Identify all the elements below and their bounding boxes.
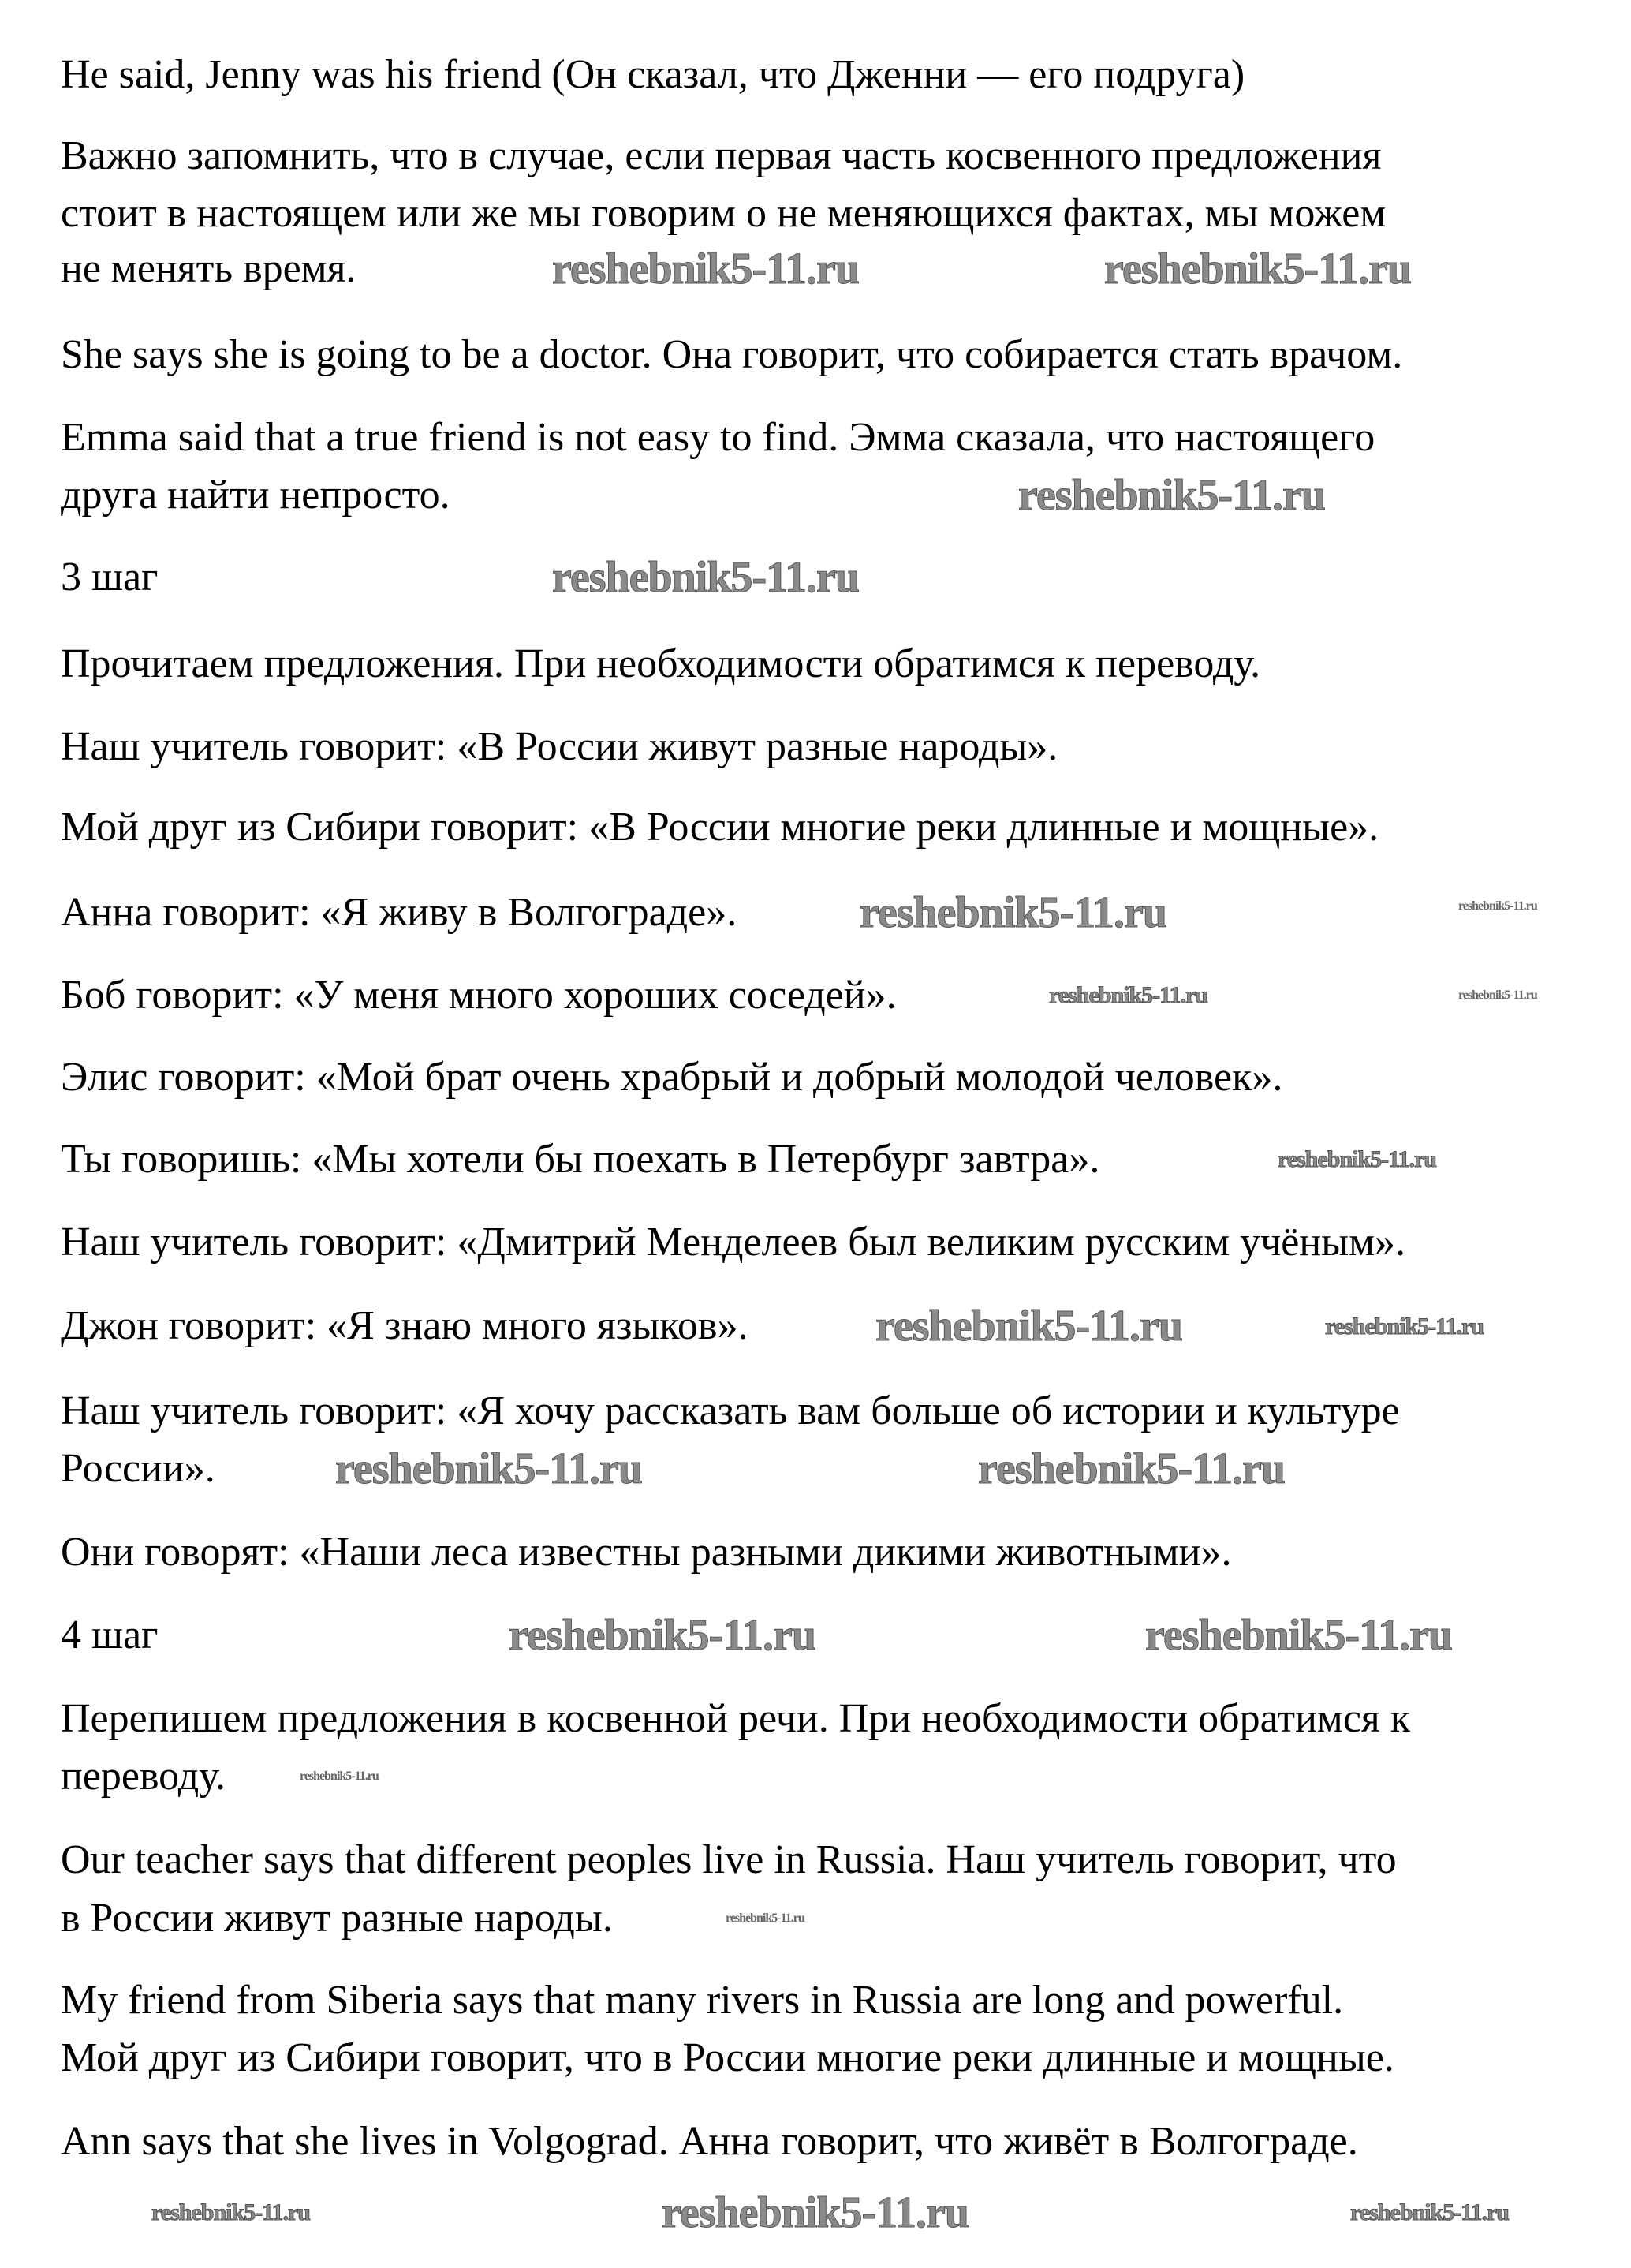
- watermark: reshebnik5-11.ru: [1458, 899, 1537, 913]
- text-line: Боб говорит: «У меня много хороших соседей».: [61, 973, 897, 1018]
- text-line: He said, Jenny was his friend (Он сказал, что Дженни — его подруга): [61, 52, 1245, 97]
- watermark: reshebnik5-11.ru: [726, 1911, 804, 1925]
- watermark: reshebnik5-11.ru: [1049, 982, 1207, 1008]
- text-line: не менять время.: [61, 246, 356, 291]
- text-line: Emma said that a true friend is not easy to find. Эмма сказала, что настоящего: [61, 415, 1375, 460]
- text-line: Мой друг из Сибири говорит: «В России многие реки длинные и мощные».: [61, 805, 1379, 850]
- watermark: reshebnik5-11.ru: [1104, 245, 1412, 293]
- text-line: Мой друг из Сибири говорит, что в России многие реки длинные и мощные.: [61, 2035, 1394, 2080]
- text-line: Наш учитель говорит: «Дмитрий Менделеев был великим русским учёным».: [61, 1220, 1406, 1265]
- text-line: Перепишем предложения в косвенной речи. При необходимости обратимся к: [61, 1696, 1411, 1741]
- text-line: Ты говоришь: «Мы хотели бы поехать в Петербург завтра».: [61, 1137, 1100, 1182]
- text-line: Они говорят: «Наши леса известны разными дикими животными».: [61, 1530, 1232, 1575]
- watermark: reshebnik5-11.ru: [151, 2199, 310, 2225]
- text-line: переводу.: [61, 1754, 226, 1799]
- watermark: reshebnik5-11.ru: [1145, 1611, 1453, 1660]
- watermark: reshebnik5-11.ru: [1458, 988, 1537, 1002]
- text-line: My friend from Siberia says that many rivers in Russia are long and powerful.: [61, 1978, 1344, 2023]
- watermark: reshebnik5-11.ru: [978, 1444, 1286, 1493]
- text-line: стоит в настоящем или же мы говорим о не меняющихся фактах, мы можем: [61, 191, 1387, 236]
- text-line: Ann says that she lives in Volgograd. Анна говорит, что живёт в Волгограде.: [61, 2119, 1358, 2164]
- text-line: Анна говорит: «Я живу в Волгограде».: [61, 890, 737, 935]
- watermark: reshebnik5-11.ru: [662, 2188, 969, 2237]
- watermark: reshebnik5-11.ru: [300, 1769, 379, 1783]
- text-line: друга найти непросто.: [61, 473, 450, 517]
- text-line: Our teacher says that different peoples live in Russia. Наш учитель говорит, что: [61, 1837, 1397, 1882]
- text-line: Элис говорит: «Мой брат очень храбрый и добрый молодой человек».: [61, 1055, 1283, 1100]
- watermark: reshebnik5-11.ru: [552, 553, 860, 602]
- watermark: reshebnik5-11.ru: [552, 245, 860, 293]
- text-line: Прочитаем предложения. При необходимости обратимся к переводу.: [61, 641, 1261, 686]
- watermark: reshebnik5-11.ru: [875, 1302, 1183, 1351]
- text-line: She says she is going to be a doctor. Она говорит, что собирается стать врачом.: [61, 332, 1403, 377]
- watermark: reshebnik5-11.ru: [1018, 471, 1326, 520]
- watermark: reshebnik5-11.ru: [335, 1444, 643, 1493]
- watermark: reshebnik5-11.ru: [509, 1611, 816, 1660]
- watermark: reshebnik5-11.ru: [1350, 2199, 1509, 2225]
- watermark: reshebnik5-11.ru: [1278, 1146, 1436, 1172]
- text-line: Джон говорит: «Я знаю много языков».: [61, 1303, 748, 1348]
- watermark: reshebnik5-11.ru: [1325, 1313, 1484, 1340]
- text-line: в России живут разные народы.: [61, 1896, 613, 1941]
- text-line: Наш учитель говорит: «Я хочу рассказать вам больше об истории и культуре: [61, 1388, 1400, 1433]
- watermark: reshebnik5-11.ru: [860, 888, 1167, 937]
- text-line: России».: [61, 1446, 215, 1491]
- step-heading: 3 шаг: [61, 555, 159, 600]
- step-heading: 4 шаг: [61, 1612, 159, 1657]
- text-line: Наш учитель говорит: «В России живут разные народы».: [61, 724, 1058, 769]
- text-line: Важно запомнить, что в случае, если первая часть косвенного предложения: [61, 133, 1382, 178]
